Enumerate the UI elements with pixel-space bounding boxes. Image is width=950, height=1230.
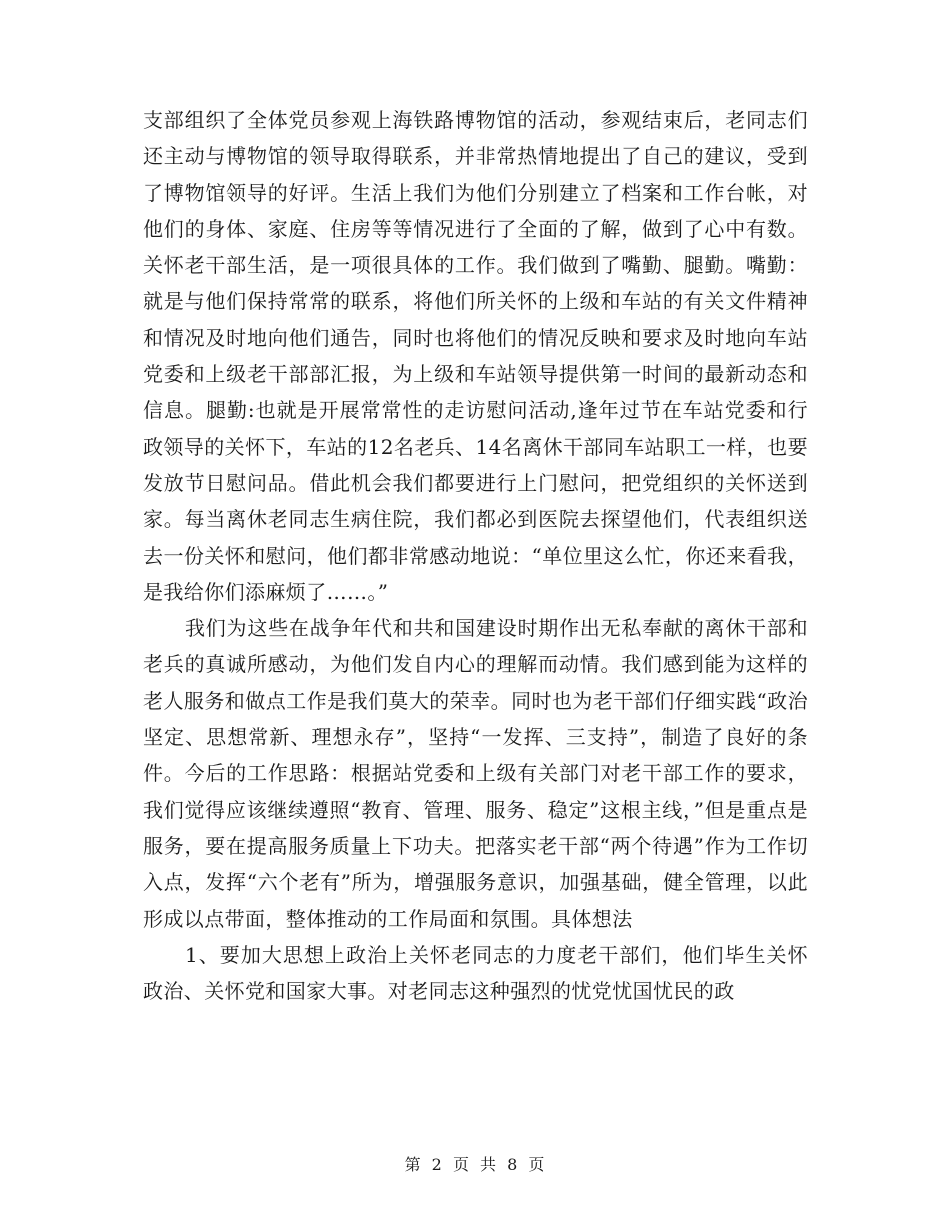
paragraph-3: 1、要加大思想上政治上关怀老同志的力度老干部们，他们毕生关怀政治、关怀党和国家大事。对老同志这种强烈的忧党忧国忧民的政 (143, 942, 808, 1004)
paragraph-1: 支部组织了全体党员参观上海铁路博物馆的活动，参观结束后，老同志们还主动与博物馆的领导取得联系，并非常热情地提出了自己的建议，受到了博物馆领导的好评。生活上我们为他们分别建立了档案和工作台帐，对他们的身体、家庭、住房等等情况进行了全面的了解，做到了心中有数。关怀老干部生活，是一项很具体的工作。我们做到了嘴勤、腿勤。嘴勤：就是与他们保持常常的联系，将他们所关怀的上级和车站的有关文件精神和情况及时地向他们通告，同时也将他们的情况反映和要求及时地向车站党委和上级老干部部汇报，为上级和车站领导提供第一时间的最新动态和信息。腿勤:也就是开展常常性的走访慰问活动,逢年过节在车站党委和行政领导的关怀下，车站的12名老兵、14名离休干部同车站职工一样，也要发放节日慰问品。借此机会我们都要进行上门慰问，把党组织的关怀送到家。每当离休老同志生病住院，我们都必到医院去探望他们，代表组织送去一份关怀和慰问，他们都非常感动地说：“单位里这么忙，你还来看我，是我给你们添麻烦了……。” (143, 108, 808, 604)
document-body (143, 102, 808, 1009)
paragraph-2: 我们为这些在战争年代和共和国建设时期作出无私奉献的离休干部和老兵的真诚所感动，为他们发自内心的理解而动情。我们感到能为这样的老人服务和做点工作是我们莫大的荣幸。同时也为老干部们仔细实践“政治坚定、思想常新、理想永存”，坚持“一发挥、三支持”，制造了良好的条件。今后的工作思路：根据站党委和上级有关部门对老干部工作的要求，我们觉得应该继续遵照“教育、管理、服务、稳定”这根主线，”但是重点是服务，要在提高服务质量上下功夫。把落实老干部“两个待遇”作为工作切入点，发挥“六个老有”所为，增强服务意识，加强基础，健全管理，以此形成以点带面，整体推动的工作局面和氛围。具体想法 (143, 616, 808, 931)
page-footer: 第 2 页 共 8 页 (404, 1155, 546, 1174)
